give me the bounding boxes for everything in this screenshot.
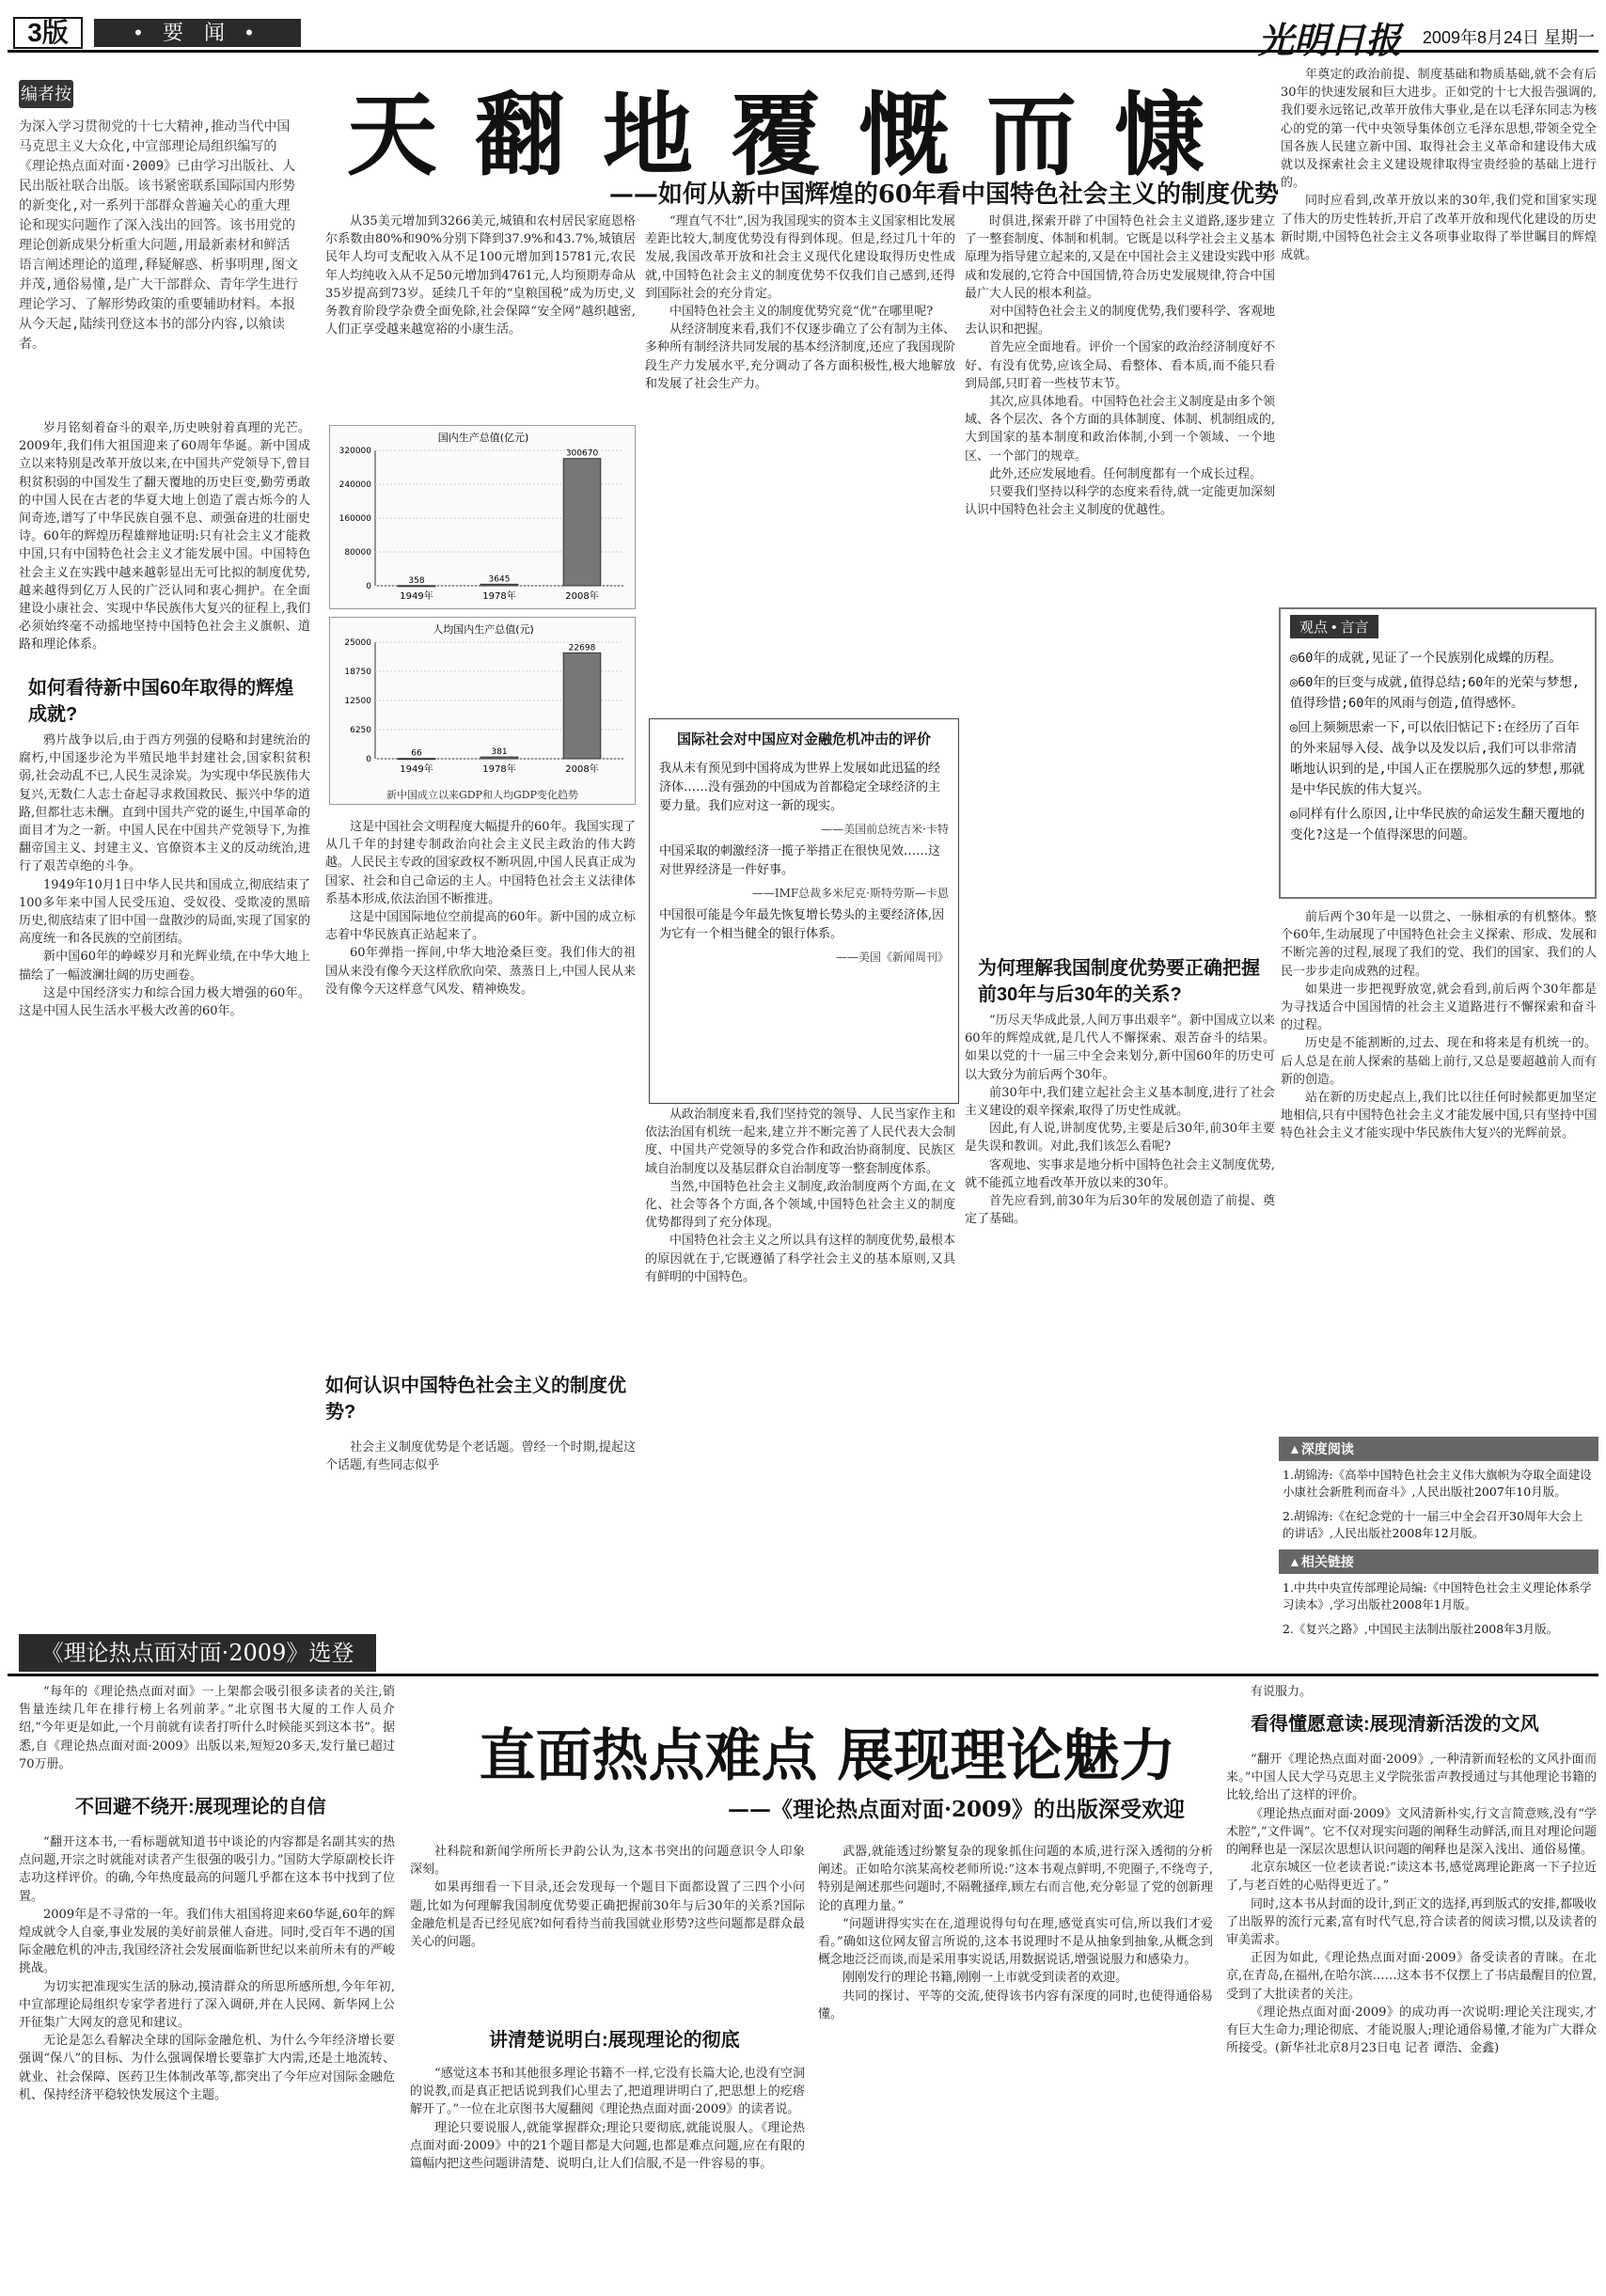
per-capita-gdp-chart: [329, 617, 636, 805]
viewpoint-item: ◎回上频频思索一下,可以依旧惦记下:在经历了百年的外来屈辱入侵、战争以及发以后,我们可以非常清晰地认识到的是,中国人正在摆脱那久远的梦想,那就是中华民族的伟大复兴。: [1290, 720, 1585, 797]
subhead-fresh-style: 看得懂愿意读:展现清新活泼的文风: [1251, 1714, 1539, 1735]
paragraph: 共同的探讨、平等的交流,使得该书内容有深度的同时,也使得通俗易懂。: [818, 1989, 1213, 2021]
issue-date: 2009年8月24日 星期一: [1422, 28, 1595, 47]
x-tick-label: 1978年: [482, 764, 516, 775]
paragraph: 社会主义制度优势是个老话题。曾经一个时期,提起这个话题,有些同志似乎: [325, 1440, 636, 1473]
paragraph: “感觉这本书和其他很多理论书籍不一样,它没有长篇大论,也没有空洞的说教,而是真正把话说到我们心里去了,把道理讲明白了,把思想上的疙瘩解开了。”一位在北京图书大厦翻阅《理论热点面对面·2009》的读者说。: [410, 2067, 805, 2117]
paragraph: “问题讲得实实在在,道理说得句句在理,感觉真实可信,所以我们才爱看。”确如这位网友留言所说的,这本书说理时不是从抽象到抽象,从概念到概念地泛泛而谈,而是采用事实说话,用数据说话,增强说服力和感染力。: [818, 1916, 1213, 1968]
second-column-2b: [410, 2065, 805, 2290]
article-column-1b: [19, 731, 310, 1630]
chart-title: 人均国内生产总值(元): [433, 623, 534, 636]
paragraph: 其次,应具体地看。中国特色社会主义制度是由多个领域、各个层次、各个方面的具体制度、体制、机制组成的,大到国家的基本制度和政治体制,小到一个领域、一个地区、一个部门的规章。: [965, 395, 1275, 464]
paragraph: “翻开《理论热点面对面·2009》,一种清新而轻松的文风扑面而来。”中国人民大学马克思主义学院张雷声教授通过与其他理论书籍的比较,给出了这样的评价。: [1226, 1753, 1597, 1803]
viewpoint-label: 观点 • 言言: [1290, 615, 1378, 638]
subhead-two-thirty-years: 为何理解我国制度优势要正确把握前30年与后30年的关系?: [978, 958, 1260, 1005]
paragraph: “历尽天华成此景,人间万事出艰辛”。新中国成立以来60年的辉煌成就,是几代人不懈探索、艰苦奋斗的结果。如果以党的十一届三中全会来划分,新中国60年的历史可以大致分为前后两个30年。: [965, 1014, 1275, 1082]
paragraph: 因此,有人说,讲制度优势,主要是后30年,前30年主要是失误和教训。对此,我们该怎么看呢?: [965, 1122, 1275, 1155]
reading-item: 2.《复兴之路》,中国民主法制出版社2008年3月版。: [1283, 1622, 1559, 1636]
y-tick-label: 160000: [339, 514, 371, 524]
bar: [480, 584, 518, 586]
paragraph: 如果再细看一下目录,还会发现每一个题目下面都设置了三四个小问题,比如为何理解我国制度优势要正确把握前30年与后30年的关系?国际金融危机是否已经见底?如何看待当前我国就业形势?这些问题都是群众最关心的问题。: [410, 1880, 805, 1950]
x-tick-label: 2008年: [565, 591, 599, 602]
paragraph: 同时,这本书从封面的设计,到正文的选择,再到版式的安排,都吸收了出版界的流行元素,富有时代气息,符合读者的阅读习惯,以及读者的审美需求。: [1226, 1896, 1597, 1948]
per-capita-gdp-chart-svg: [330, 618, 637, 783]
paragraph: 对中国特色社会主义的制度优势,我们要科学、客观地去认识和把握。: [965, 305, 1275, 338]
deep-reading-header: ▲深度阅读: [1279, 1437, 1598, 1461]
paragraph: 从经济制度来看,我们不仅逐步确立了公有制为主体、多种所有制经济共同发展的基本经济制度,还应了我国现阶段生产力发展水平,充分调动了各方面积极性,极大地解放和发展了社会生产力。: [645, 322, 955, 391]
paragraph: 无论是怎么看解决全球的国际金融危机、为什么今年经济增长要强调“保八”的目标、为什么强调保增长要靠扩大内需,还是土地流转、就业、社会保障、医药卫生体制改革等,都突出了今年应对国际金融危机、保持经济平稳较快发展这个主题。: [19, 2034, 395, 2102]
article-column-4b: [965, 1012, 1275, 1613]
article-column-2b: [325, 818, 636, 1363]
paragraph: 武器,就能透过纷繁复杂的现象抓住问题的本质,进行深入透彻的分析阐述。正如哈尔滨某高校老师所说:“这本书观点鲜明,不兜圈子,不绕弯子,特别是阐述那些问题时,不隔靴搔痒,顾左右而言他,充分彰显了党的创新理论的真理力量。”: [818, 1845, 1213, 1913]
paragraph: 这是中国经济实力和综合国力极大增强的60年。这是中国人民生活水平极大改善的60年。: [19, 985, 310, 1019]
paragraph: 只要我们坚持以科学的态度来看待,就一定能更加深刻认识中国特色社会主义制度的优越性。: [965, 485, 1275, 518]
y-tick-label: 320000: [339, 447, 371, 456]
paragraph: 首先应看到,前30年为后30年的发展创造了前提、奠定了基础。: [965, 1194, 1275, 1227]
bar-value-label: 300670: [565, 448, 599, 459]
paragraph: 首先应全面地看。评价一个国家的政治经济制度好不好、有没有优势,应该全局、看整体、看本质,而不能只看到局部,只盯着一些枝节末节。: [965, 340, 1275, 391]
bar-value-label: 381: [491, 747, 508, 758]
paragraph: 新中国60年的峥嵘岁月和光辉业绩,在中华大地上描绘了一幅波澜壮阔的历史画卷。: [19, 950, 310, 983]
second-column-1: [19, 1683, 395, 1786]
editor-note: [19, 80, 303, 409]
paragraph: 前后两个30年是一以贯之、一脉相承的有机整体。整个60年,生动展现了中国特色社会主义探索、形成、发展和不断完善的过程,展现了我们的党、我们的国家、我们的人民一步步走向成熟的过程。: [1281, 910, 1597, 979]
sidebar-source: ——美国前总统吉米·卡特: [821, 823, 949, 836]
paragraph: 站在新的历史起点上,我们比以往任何时候都更加坚定地相信,只有中国特色社会主义才能发展中国,只有坚持中国特色社会主义才能实现中华民族伟大复兴的光辉前景。: [1281, 1091, 1597, 1141]
y-tick-label: 80000: [344, 548, 371, 558]
reading-item: 2.胡锦涛:《在纪念党的十一届三中全会召开30周年大会上的讲话》,人民出版社2008年12月版。: [1283, 1509, 1583, 1540]
bar-value-label: 3645: [488, 574, 511, 585]
y-tick-label: 18750: [344, 668, 371, 677]
paragraph: 《理论热点面对面·2009》的成功再一次说明:理论关注现实,才有巨大生命力;理论彻底、才能说服人;理论通俗易懂,才能为广大群众所接受。(新华社北京8月23日电 记者 谭浩、金鑫): [1226, 2005, 1597, 2056]
x-tick-label: 1978年: [482, 591, 516, 602]
paragraph: “每年的《理论热点面对面》一上架都会吸引很多读者的关注,销售量连续几年在排行榜上名列前茅。”北京图书大厦的工作人员介绍,“今年更是如此,一个月前就有读者打听什么时候能买到这本书”。据悉,自《理论热点面对面·2009》出版以来,短短20多天,发行量已超过70万册。: [19, 1685, 395, 1771]
x-tick-label: 2008年: [565, 764, 599, 775]
article-column-5b: [1281, 908, 1597, 1425]
paragraph: 客观地、实事求是地分析中国特色社会主义制度优势,就不能孤立地看改革开放以来的30年。: [965, 1157, 1275, 1190]
paper-logo: 光明日报: [1257, 19, 1401, 61]
sidebar-quote: 中国很可能是今年最先恢复增长势头的主要经济体,因为它有一个相当健全的银行体系。: [659, 908, 945, 941]
related-links-header: ▲相关链接: [1279, 1549, 1598, 1574]
paragraph: 《理论热点面对面·2009》文风清新朴实,行文言简意赅,没有“学术腔”,“文件调”。它不仅对现实问题的阐释生动鲜活,而且对理论问题的阐释也是一深层次思想认识问题的阐释也是深入浅出、通俗易懂。: [1226, 1806, 1597, 1858]
paragraph: 鸦片战争以后,由于西方列强的侵略和封建统治的腐朽,中国逐步沦为半殖民地半封建社会,国家积贫积弱,社会动乱不已,人民生灵涂炭。为实现中华民族伟大复兴,无数仁人志士奋起寻求救国救民、振兴中华的道路,但都壮志未酬。直到中国共产党的诞生,中国革命的面目才为之一新。中国人民在中国共产党领导下,为推翻帝国主义、封建主义、官僚资本主义的反动统治,进行了艰苦卓绝的斗争。: [19, 733, 310, 874]
paragraph: 中国特色社会主义的制度优势究竟“优”在哪里呢?: [669, 305, 934, 320]
second-column-2: [410, 1843, 805, 2021]
paragraph: 60年弹指一挥间,中华大地沧桑巨变。我们伟大的祖国从来没有像今天这样欣欣向荣、蒸蒸日上,中国人民从来没有像今天这样意气风发、精神焕发。: [325, 946, 636, 997]
paragraph: 正因为如此,《理论热点面对面·2009》备受读者的青睐。在北京,在青岛,在福州,在哈尔滨……这本书不仅摆上了书店最醒目的位置,受到了大批读者的关注。: [1226, 1951, 1597, 2002]
second-column-1b: [19, 1833, 395, 2290]
editor-note-text: 为深入学习贯彻党的十七大精神,推动当代中国马克思主义大众化,中宣部理论局组织编写的《理论热点面对面·2009》已由学习出版社、人民出版社联合出版。该书紧密联系国际国内形势的新变化,对一系列干部群众普遍关心的重大理论和现实问题作了深入浅出的回答。该书用党的理论创新成果分析重大问题,用最新素材和鲜活语言阐述理论的道理,释疑解惑、析事明理,图文并茂,通俗易懂,是广大干部群众、青年学生进行理论学习、了解形势政策的重要辅助材料。本报从今天起,陆续刊登这本书的部分内容,以飨读者。: [19, 119, 298, 352]
bar: [563, 653, 601, 759]
second-column-4: [1226, 1683, 1597, 1706]
reading-item: 1.胡锦涛:《高举中国特色社会主义伟大旗帜为夺取全面建设小康社会新胜利而奋斗》,人民出版社2007年10月版。: [1283, 1468, 1592, 1499]
second-article-title: 直面热点难点 展现理论魅力: [479, 1723, 1176, 1789]
paragraph: 这是中国社会文明程度大幅提升的60年。我国实现了从几千年的封建专制政治向社会主义民主政治的伟大跨越。人民民主专政的国家政权不断巩固,中国人民真正成为国家、社会和自己命运的主人。中国特色社会主义法律体系基本形成,依法治国不断推进。: [325, 820, 636, 906]
bar: [480, 757, 518, 759]
y-tick-label: 0: [366, 755, 371, 764]
paragraph: 历史是不能割断的,过去、现在和将来是有机统一的。后人总是在前人探索的基础上前行,又总是要超越前人而有新的创造。: [1281, 1036, 1597, 1087]
article-column-3b: [645, 1106, 955, 1613]
masthead: [8, 8, 1598, 61]
paragraph: 此外,还应发展地看。任何制度都有一个成长过程。: [989, 466, 1263, 481]
subhead-thoroughness: 讲清楚说明白:展现理论的彻底: [489, 2030, 740, 2051]
international-evaluation-box: [649, 718, 959, 1104]
paragraph: 从35美元增加到3266美元,城镇和农村居民家庭恩格尔系数由80%和90%分别下降到37.9%和43.7%,城镇居民年人均可支配收入从不足100元增加到15781元,农民年人均纯收入从不足50元增加到4761元,人均预期寿命从35岁提高到73岁。延续几千年的“皇粮国税”成为历史,义务教育阶段学杂费全面免除,社会保障“安全网”越织越密,人们正享受越来越宽裕的小康生活。: [325, 214, 636, 338]
second-column-4b: [1226, 1751, 1597, 2290]
viewpoint-box: [1279, 607, 1597, 899]
article-subtitle: ——如何从新中国辉煌的60年看中国特色社会主义的制度优势: [608, 181, 1279, 209]
paragraph: “翻开这本书,一看标题就知道书中谈论的内容都是名副其实的热点问题,开宗之时就能对读者产生很强的吸引力。”国防大学原副校长许志功这样评价。的确,今年热度最高的问题几乎都在这本书中找到了位置。: [19, 1835, 395, 1904]
viewpoint-item: ◎60年的成就,见证了一个民族别化成蝶的历程。: [1290, 651, 1563, 666]
paragraph: 1949年10月1日中华人民共和国成立,彻底结束了100多年来中国人民受压迫、受奴役、受欺凌的黑暗历史,彻底结束了旧中国一盘散沙的局面,实现了国家的高度统一和各民族的空前团结。: [19, 877, 310, 947]
gdp-chart: [329, 425, 636, 609]
paragraph: 刚刚发行的理论书籍,刚刚一上市就受到读者的欢迎。: [842, 1971, 1128, 1986]
subhead-confidence: 不回避不绕开:展现理论的自信: [75, 1797, 326, 1817]
chart-caption: 新中国成立以来GDP和人均GDP变化趋势: [386, 789, 578, 801]
paragraph: 理论只要说服人,就能掌握群众;理论只要彻底,就能说服人。《理论热点面对面·2009》中的21个题目都是大问题,也都是难点问题,应在有限的篇幅内把这些问题讲清楚、说明白,让人们信服,不是一件容易的事。: [410, 2120, 805, 2172]
paragraph: 前30年中,我们建立起社会主义基本制度,进行了社会主义建设的艰辛探索,取得了历史性成就。: [965, 1085, 1275, 1119]
second-article-subtitle: ——《理论热点面对面·2009》的出版深受欢迎: [727, 1797, 1185, 1822]
paragraph: 岁月铭刻着奋斗的艰辛,历史映射着真理的光芒。2009年,我们伟大祖国迎来了60周年华诞。新中国成立以来特别是改革开放以来,在中国共产党领导下,曾目积贫积弱的中国发生了翻天覆地的历史巨变,勤劳勇敢的中国人民在古老的华夏大地上创造了震古烁今的人间奇迹,谱写了中华民族自强不息、顽强奋进的壮丽史诗。60年的辉煌历程雄辩地证明:只有社会主义才能救中国,只有中国特色社会主义才能发展中国。中国特色社会主义在实践中越来越彰显出无可比拟的制度优势,越来越得到亿万人民的广泛认同和衷心拥护。在全面建设小康社会、实现中华民族伟大复兴的征程上,我们必须始终毫不动摇地坚持中国特色社会主义旗帜、道路和理论体系。: [19, 421, 310, 653]
further-reading: [1279, 1431, 1598, 1670]
article-column-5: [1281, 66, 1597, 604]
bar-value-label: 358: [408, 575, 425, 586]
paragraph: 同时应看到,改革开放以来的30年,我们党和国家实现了伟大的历史性转折,开启了改革开放和现代化建设的历史新时期,中国特色社会主义各项事业取得了举世瞩目的辉煌成就。: [1281, 194, 1597, 263]
sidebar-quote: 我从未有预见到中国将成为世界上发展如此迅猛的经济体……没有强劲的中国成为首都稳定全球经济的主要力量。我们应对这一新的现实。: [659, 762, 941, 813]
paragraph: 有说服力。: [1251, 1685, 1313, 1699]
y-tick-label: 6250: [350, 726, 371, 735]
bar: [563, 459, 601, 586]
section-tag: • 要 闻 •: [94, 19, 301, 47]
paragraph: 社科院和新闻学所所长尹韵公认为,这本书突出的问题意识令人印象深刻。: [410, 1845, 805, 1878]
editor-note-badge: 编者按: [19, 80, 73, 108]
bar: [398, 759, 435, 760]
series-banner: 《理论热点面对面·2009》选登: [19, 1634, 376, 1672]
paragraph: “理直气不壮”,因为我国现实的资本主义国家相比发展差距比较大,制度优势没有得到体现。但是,经过几十年的发展,我国改革开放和社会主义现代化建设取得历史性成就,中国特色社会主义的制度优势不仅我们自己感到,还得到国际社会的充分肯定。: [645, 214, 955, 301]
bar: [398, 586, 435, 587]
page-number: 3版: [13, 17, 83, 49]
y-tick-label: 12500: [344, 697, 371, 706]
sidebar-quote: 中国采取的刺激经济一揽子举措正在很快见效……这对世界经济是一件好事。: [659, 844, 941, 877]
paragraph: 中国特色社会主义之所以具有这样的制度优势,最根本的原因就在于,它既遵循了科学社会主义的基本原则,又具有鲜明的中国特色。: [645, 1234, 955, 1284]
gdp-chart-svg: [330, 426, 637, 610]
paragraph: 从政治制度来看,我们坚持党的领导、人民当家作主和依法治国有机统一起来,建立并不断完善了人民代表大会制度、中国共产党领导的多党合作和政治协商制度、民族区域自治制度以及基层群众自治制度等一整套制度体系。: [645, 1108, 955, 1176]
sidebar-title: 国际社会对中国应对金融危机冲击的评价: [676, 731, 931, 747]
bar-value-label: 22698: [568, 643, 596, 653]
x-tick-label: 1949年: [400, 591, 433, 602]
subhead-achievements: 如何看待新中国60年取得的辉煌成就?: [28, 678, 294, 725]
sidebar-source: ——美国《新闻周刊》: [835, 951, 949, 964]
reading-item: 1.中共中央宣传部理论局编:《中国特色社会主义理论体系学习读本》,学习出版社2008年1月版。: [1283, 1580, 1592, 1612]
subhead-system-advantage: 如何认识中国特色社会主义的制度优势?: [325, 1376, 626, 1423]
paragraph: 这是中国国际地位空前提高的60年。新中国的成立标志着中华民族真正站起来了。: [325, 910, 636, 943]
article-column-1: [19, 419, 310, 671]
article-title: 天翻地覆慨而慷: [347, 82, 1242, 188]
viewpoint-item: ◎同样有什么原因,让中华民族的命运发生翻天覆地的变化?这是一个值得深思的问题。: [1290, 807, 1585, 842]
article-column-2c: [325, 1439, 636, 1486]
viewpoint-item: ◎60年的巨变与成就,值得总结;60年的光荣与梦想,值得珍惜;60年的风雨与创造,值得感怀。: [1290, 675, 1581, 711]
paragraph: 为切实把准现实生活的脉动,摸清群众的所思所感所想,今年年初,中宣部理论局组织专家学者进行了深入调研,并在人民网、新华网上公开征集广大网友的意见和建议。: [19, 1979, 395, 2031]
paragraph: 当然,中国特色社会主义制度,政治制度两个方面,在文化、社会等各个方面,各个领域,中国特色社会主义的制度优势都得到了充分体现。: [645, 1179, 955, 1231]
chart-title: 国内生产总值(亿元): [437, 432, 529, 444]
y-tick-label: 25000: [344, 638, 371, 648]
y-tick-label: 240000: [339, 480, 371, 490]
paragraph: 北京东城区一位老读者说:“读这本书,感觉离理论距离一下子拉近了,与老百姓的心贴得更近了。”: [1226, 1861, 1597, 1894]
article-column-4: [965, 212, 1275, 936]
y-tick-label: 0: [366, 582, 371, 591]
paragraph: 时俱进,探索开辟了中国特色社会主义道路,逐步建立了一整套制度、体制和机制。它既是以科学社会主义基本原理为指导建立起来的,又是在中国社会主义建设实践中形成和发展的,它符合中国国情,符合历史发展规律,符合中国最广大人民的根本利益。: [965, 214, 1275, 301]
second-column-3: [818, 1843, 1213, 2290]
section-divider: [8, 1674, 1598, 1676]
paragraph: 2009年是不寻常的一年。我们伟大祖国将迎来60华诞,60年的辉煌成就令人自豪,事业发展的美好前景催人奋进。同时,受百年不遇的国际金融危机的冲击,我国经济社会发展面临新世纪以来前所未有的严峻挑战。: [19, 1907, 395, 1976]
article-column-2: [325, 212, 636, 419]
sidebar-source: ——IMF总裁多米尼克·斯特劳斯—卡恩: [751, 887, 949, 900]
bar-value-label: 66: [411, 748, 422, 759]
paragraph: 年奠定的政治前提、制度基础和物质基础,就不会有后30年的快速发展和巨大进步。正如党的十七大报告强调的,我们要永远铭记,改革开放伟大事业,是在以毛泽东同志为核心的党的第一代中央领导集体创立毛泽东思想,带领全党全国各族人民建立新中国、取得社会主义革命和建设伟大成就以及探索社会主义建设规律取得宝贵经验的基础上进行的。: [1281, 68, 1597, 191]
paragraph: 如果进一步把视野放宽,就会看到,前后两个30年都是为寻找适合中国国情的社会主义道路进行不懈探索和奋斗的过程。: [1281, 982, 1597, 1033]
article-column-3: [645, 212, 955, 701]
x-tick-label: 1949年: [400, 764, 433, 775]
